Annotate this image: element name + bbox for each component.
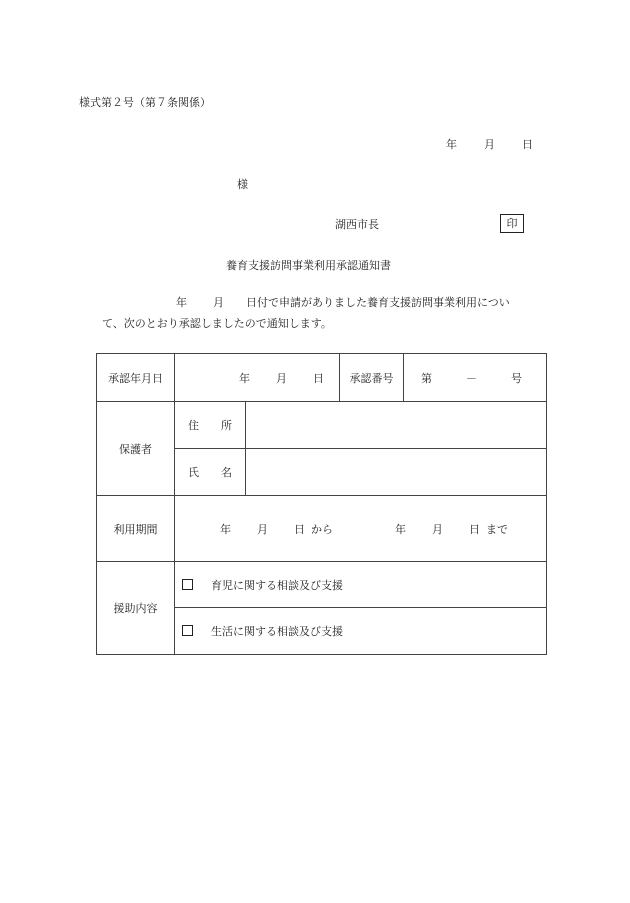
period-to-month: 月: [432, 522, 443, 536]
name-label: [175, 449, 246, 496]
body-line-1-text: 日付で申請がありました養育支援訪問事業利用につい: [246, 296, 510, 309]
document-date: [446, 139, 533, 150]
address-label: [175, 402, 246, 449]
support-row-1: [97, 562, 547, 608]
body-year-label: 年: [176, 296, 187, 309]
date-year-label: 年: [446, 138, 457, 151]
address-field[interactable]: [246, 402, 547, 449]
usage-period-field[interactable]: [175, 496, 547, 562]
period-to-day: 日: [469, 522, 480, 536]
period-from-label: から: [311, 522, 333, 536]
period-from-day: 日: [294, 522, 305, 536]
body-line-2: て、次のとおり承認しましたので通知します。: [102, 317, 332, 330]
approval-number-prefix: 第: [421, 371, 432, 385]
approval-date-label: 承認年月日: [97, 354, 175, 402]
guardian-label: 保護者: [97, 402, 175, 496]
period-from-year: 年: [220, 522, 231, 536]
date-day-label: 日: [522, 138, 533, 151]
approval-date-field[interactable]: [175, 354, 340, 402]
name-label-char-2: 名: [221, 466, 232, 479]
approval-number-field[interactable]: [404, 354, 547, 402]
usage-period-row: [97, 496, 547, 562]
approval-number-dash: －: [466, 371, 477, 385]
name-label-char-1: 氏: [188, 466, 199, 479]
support-option-2-label: 生活に関する相談及び支援: [211, 625, 343, 638]
addressee-suffix: 様: [237, 178, 248, 191]
approval-number-label: 承認番号: [340, 354, 404, 402]
period-from-month: 月: [257, 522, 268, 536]
issuer-name: 湖西市長: [335, 218, 379, 231]
period-to-label: まで: [486, 522, 508, 536]
period-to-year: 年: [395, 522, 406, 536]
form-reference: 様式第２号（第７条関係）: [79, 96, 211, 109]
address-label-char-2: 所: [221, 419, 232, 432]
date-month-label: 月: [484, 138, 495, 151]
approval-number-suffix: 号: [511, 371, 522, 385]
support-content-label: 援助内容: [97, 562, 175, 655]
approval-date-month: 月: [276, 371, 287, 385]
guardian-address-row: [97, 402, 547, 449]
support-option-1-label: 育児に関する相談及び支援: [211, 578, 343, 592]
support-option-1[interactable]: [175, 562, 547, 608]
body-month-label: 月: [213, 296, 224, 309]
approval-date-row: [97, 354, 547, 402]
document-title: 養育支援訪問事業利用承認通知書: [226, 259, 391, 272]
usage-period-label: 利用期間: [97, 496, 175, 562]
body-line-1: [176, 297, 510, 308]
approval-date-year: 年: [239, 371, 250, 385]
seal-stamp: 印: [500, 214, 524, 233]
name-field[interactable]: [246, 449, 547, 496]
approval-date-day: 日: [313, 371, 324, 385]
support-option-2[interactable]: [175, 608, 547, 655]
checkbox-icon[interactable]: [182, 625, 193, 636]
address-label-char-1: 住: [188, 419, 199, 432]
checkbox-icon[interactable]: [182, 579, 193, 590]
approval-table: [96, 353, 547, 655]
